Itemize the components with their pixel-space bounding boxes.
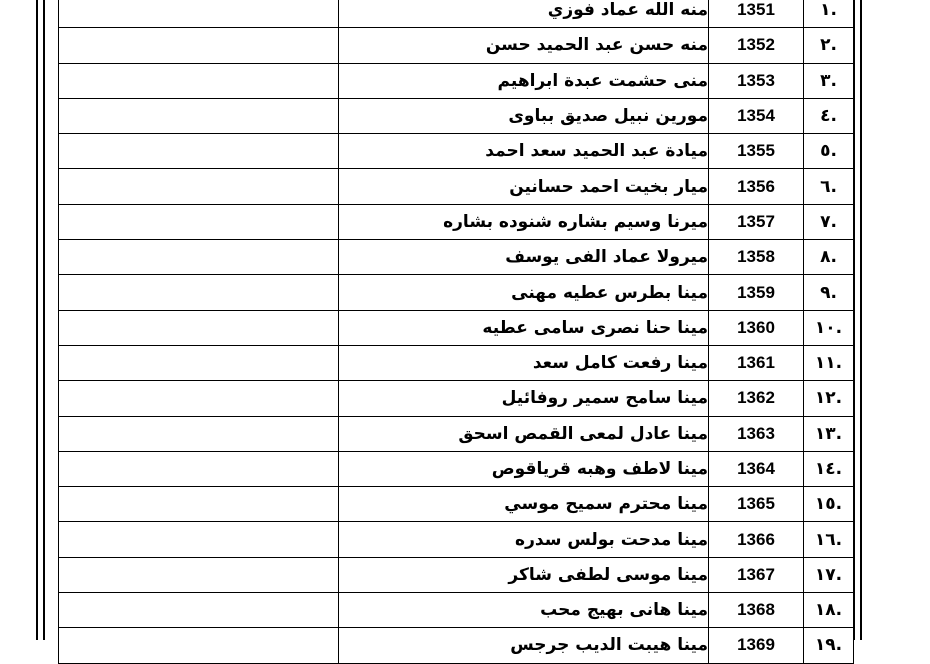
table-row (59, 0, 854, 28)
seat-number-cell: 1353 (709, 63, 804, 98)
row-number-cell: .٥ (804, 134, 854, 169)
student-name-cell: مينا رفعت كامل سعد (339, 345, 709, 380)
student-name-cell: ميرنا وسيم بشاره شنوده بشاره (339, 204, 709, 239)
student-name-cell: مورين نبيل صديق بباوى (339, 98, 709, 133)
table-row (59, 345, 854, 380)
row-number-cell: .٩ (804, 275, 854, 310)
seat-number-cell: 1352 (709, 28, 804, 63)
student-name-cell: مينا محترم سميح موسي (339, 487, 709, 522)
student-name-cell: مينا بطرس عطيه مهنى (339, 275, 709, 310)
blank-cell (59, 63, 339, 98)
seat-number-cell: 1355 (709, 134, 804, 169)
row-number-cell: .١١ (804, 345, 854, 380)
seat-number-cell: 1361 (709, 345, 804, 380)
seat-number-cell: 1369 (709, 628, 804, 663)
row-number-cell: .١ (804, 0, 854, 28)
student-name-cell: منى حشمت عبدة ابراهيم (339, 63, 709, 98)
student-name-cell: منه حسن عبد الحميد حسن (339, 28, 709, 63)
table-row (59, 628, 854, 663)
blank-cell (59, 0, 339, 28)
student-name-cell: مينا عادل لمعى القمص اسحق (339, 416, 709, 451)
blank-cell (59, 487, 339, 522)
seat-number-cell: 1364 (709, 451, 804, 486)
row-number-cell: .٦ (804, 169, 854, 204)
blank-cell (59, 310, 339, 345)
row-number-cell: .٧ (804, 204, 854, 239)
row-number-cell: .٨ (804, 240, 854, 275)
seat-number-cell: 1368 (709, 593, 804, 628)
student-name-cell: مينا سامح سمير روفائيل (339, 381, 709, 416)
blank-cell (59, 204, 339, 239)
row-number-cell: .١٥ (804, 487, 854, 522)
student-roster-table (58, 0, 854, 664)
table-row (59, 451, 854, 486)
row-number-cell: .١٠ (804, 310, 854, 345)
student-name-cell: منه الله عماد فوزي (339, 0, 709, 28)
table-row (59, 487, 854, 522)
seat-number-cell: 1351 (709, 0, 804, 28)
student-name-cell: مينا مدحت بولس سدره (339, 522, 709, 557)
table-row (59, 593, 854, 628)
student-name-cell: مينا لاطف وهبه قرياقوص (339, 451, 709, 486)
blank-cell (59, 28, 339, 63)
student-name-cell: ميرولا عماد الفى يوسف (339, 240, 709, 275)
row-number-cell: .٤ (804, 98, 854, 133)
blank-cell (59, 593, 339, 628)
student-name-cell: ميار بخيت احمد حسانين (339, 169, 709, 204)
row-number-cell: .٣ (804, 63, 854, 98)
row-number-cell: .١٣ (804, 416, 854, 451)
roster-body (59, 0, 854, 663)
blank-cell (59, 98, 339, 133)
row-number-cell: .٢ (804, 28, 854, 63)
row-number-cell: .١٨ (804, 593, 854, 628)
table-row (59, 416, 854, 451)
blank-cell (59, 240, 339, 275)
blank-cell (59, 169, 339, 204)
seat-number-cell: 1354 (709, 98, 804, 133)
blank-cell (59, 134, 339, 169)
student-name-cell: مينا موسى لطفى شاكر (339, 557, 709, 592)
student-name-cell: ميادة عبد الحميد سعد احمد (339, 134, 709, 169)
table-row (59, 63, 854, 98)
seat-number-cell: 1356 (709, 169, 804, 204)
student-name-cell: مينا هانى بهيج محب (339, 593, 709, 628)
seat-number-cell: 1365 (709, 487, 804, 522)
table-row (59, 240, 854, 275)
table-row (59, 28, 854, 63)
table-row (59, 98, 854, 133)
blank-cell (59, 416, 339, 451)
table-row (59, 522, 854, 557)
row-number-cell: .١٢ (804, 381, 854, 416)
blank-cell (59, 381, 339, 416)
blank-cell (59, 275, 339, 310)
seat-number-cell: 1359 (709, 275, 804, 310)
student-name-cell: مينا هيبت الديب جرجس (339, 628, 709, 663)
blank-cell (59, 522, 339, 557)
table-row (59, 204, 854, 239)
table-row (59, 557, 854, 592)
student-name-cell: مينا حنا نصرى سامى عطيه (339, 310, 709, 345)
seat-number-cell: 1358 (709, 240, 804, 275)
row-number-cell: .١٤ (804, 451, 854, 486)
seat-number-cell: 1367 (709, 557, 804, 592)
seat-number-cell: 1360 (709, 310, 804, 345)
seat-number-cell: 1363 (709, 416, 804, 451)
blank-cell (59, 628, 339, 663)
seat-number-cell: 1362 (709, 381, 804, 416)
table-row (59, 310, 854, 345)
table-row (59, 169, 854, 204)
blank-cell (59, 557, 339, 592)
seat-number-cell: 1357 (709, 204, 804, 239)
row-number-cell: .١٦ (804, 522, 854, 557)
row-number-cell: .١٩ (804, 628, 854, 663)
table-row (59, 275, 854, 310)
blank-cell (59, 451, 339, 486)
table-row (59, 381, 854, 416)
table-row (59, 134, 854, 169)
seat-number-cell: 1366 (709, 522, 804, 557)
row-number-cell: .١٧ (804, 557, 854, 592)
blank-cell (59, 345, 339, 380)
